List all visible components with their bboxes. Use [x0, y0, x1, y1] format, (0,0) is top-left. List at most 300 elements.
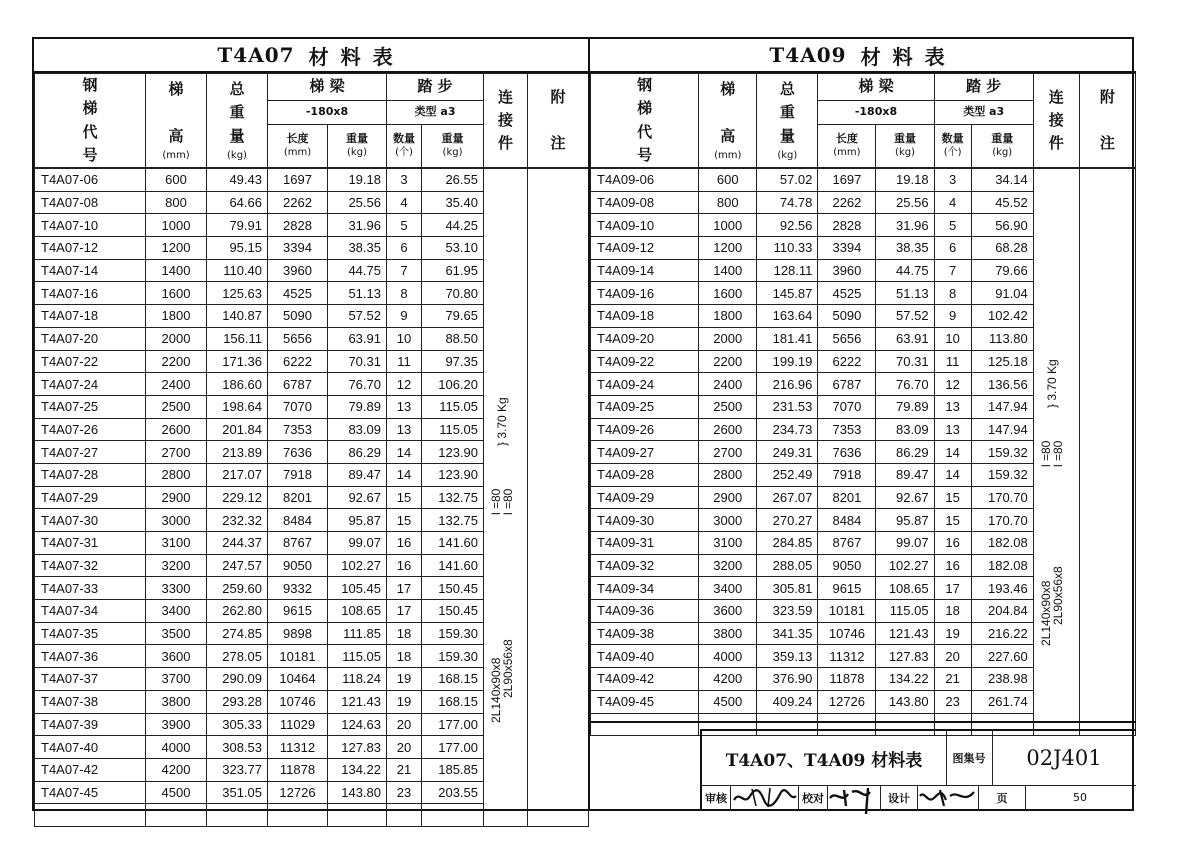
steel-code-cell: T4A07-26 — [35, 418, 146, 441]
header-step-spec: 类型 a3 — [934, 100, 1033, 125]
beam-length-cell: 7918 — [268, 463, 328, 486]
beam-length-cell: 10746 — [818, 622, 876, 645]
step-weight-cell: 125.18 — [971, 350, 1033, 373]
step-qty-cell — [387, 804, 422, 827]
header-beam: 梯 梁 — [818, 74, 934, 101]
step-qty-cell: 13 — [934, 395, 971, 418]
steel-code-cell: T4A07-30 — [35, 509, 146, 532]
beam-weight-cell: 79.89 — [328, 395, 387, 418]
step-weight-cell: 204.84 — [971, 600, 1033, 623]
step-qty-cell: 7 — [387, 259, 422, 282]
beam-length-cell: 8767 — [818, 532, 876, 555]
beam-length-cell: 9615 — [268, 600, 328, 623]
beam-length-cell: 11312 — [818, 645, 876, 668]
signature-row — [702, 785, 1136, 809]
beam-weight-cell: 134.22 — [328, 758, 387, 781]
steel-code-cell: T4A07-40 — [35, 736, 146, 759]
total-weight-cell: 290.09 — [207, 668, 268, 691]
height-cell: 1400 — [146, 259, 207, 282]
beam-length-cell: 4525 — [818, 282, 876, 305]
height-cell — [146, 804, 207, 827]
height-cell: 3000 — [146, 509, 207, 532]
step-weight-cell: 177.00 — [422, 713, 484, 736]
header-beam: 梯 梁 — [268, 74, 387, 101]
height-cell: 3600 — [146, 645, 207, 668]
header-step-spec: 类型 a3 — [387, 100, 484, 125]
step-qty-cell: 3 — [934, 169, 971, 192]
step-weight-cell: 132.75 — [422, 486, 484, 509]
height-cell: 800 — [699, 191, 757, 214]
total-weight-cell: 409.24 — [757, 690, 818, 713]
steel-code-cell: T4A07-37 — [35, 668, 146, 691]
step-qty-cell: 21 — [934, 668, 971, 691]
step-weight-cell: 159.30 — [422, 645, 484, 668]
height-cell: 2200 — [146, 350, 207, 373]
beam-weight-cell: 99.07 — [328, 532, 387, 555]
height-cell: 3300 — [146, 577, 207, 600]
total-weight-cell: 284.85 — [757, 532, 818, 555]
beam-weight-cell: 124.63 — [328, 713, 387, 736]
beam-weight-cell: 102.27 — [876, 554, 934, 577]
beam-weight-cell: 44.75 — [328, 259, 387, 282]
left-title-zh: 材料表 — [308, 44, 405, 69]
beam-length-cell: 7636 — [268, 441, 328, 464]
table-row — [591, 169, 1136, 192]
step-weight-cell: 115.05 — [422, 418, 484, 441]
height-cell: 3400 — [146, 600, 207, 623]
total-weight-cell: 305.81 — [757, 577, 818, 600]
height-cell: 2600 — [146, 418, 207, 441]
height-cell: 1600 — [146, 282, 207, 305]
check-label: 校对 — [798, 786, 828, 809]
steel-code-cell: T4A09-12 — [591, 237, 699, 260]
beam-weight-cell: 63.91 — [328, 327, 387, 350]
beam-weight-cell: 115.05 — [328, 645, 387, 668]
beam-length-cell: 3394 — [818, 237, 876, 260]
header-beam-weight: 重量 (kg) — [328, 125, 387, 168]
header-beam-spec: -180x8 — [818, 100, 934, 125]
step-weight-cell: 91.04 — [971, 282, 1033, 305]
steel-code-cell: T4A09-20 — [591, 327, 699, 350]
beam-weight-cell: 19.18 — [328, 169, 387, 192]
steel-code-cell: T4A09-14 — [591, 259, 699, 282]
right-table-body — [590, 168, 1136, 736]
connector-cell — [484, 169, 528, 827]
step-weight-cell: 216.22 — [971, 622, 1033, 645]
total-weight-cell: 341.35 — [757, 622, 818, 645]
beam-weight-cell: 102.27 — [328, 554, 387, 577]
total-weight-cell: 201.84 — [207, 418, 268, 441]
beam-length-cell: 4525 — [268, 282, 328, 305]
total-weight-cell: 293.28 — [207, 690, 268, 713]
beam-weight-cell: 121.43 — [876, 622, 934, 645]
header-stair-height: 梯 高 (mm) — [699, 74, 757, 168]
step-weight-cell: 79.65 — [422, 305, 484, 328]
drawing-sheet — [32, 37, 1134, 811]
height-cell: 4500 — [699, 690, 757, 713]
beam-weight-cell: 89.47 — [876, 463, 934, 486]
step-qty-cell: 5 — [934, 214, 971, 237]
header-connector: 连 接 件 — [484, 74, 528, 168]
height-cell: 3600 — [699, 600, 757, 623]
steel-code-cell: T4A07-28 — [35, 463, 146, 486]
steel-code-cell: T4A07-42 — [35, 758, 146, 781]
steel-code-cell: T4A07-14 — [35, 259, 146, 282]
beam-length-cell: 6222 — [268, 350, 328, 373]
step-weight-cell: 182.08 — [971, 532, 1033, 555]
total-weight-cell: 79.91 — [207, 214, 268, 237]
steel-code-cell: T4A07-34 — [35, 600, 146, 623]
step-qty-cell: 10 — [387, 327, 422, 350]
beam-weight-cell: 92.67 — [876, 486, 934, 509]
height-cell: 2800 — [146, 463, 207, 486]
beam-weight-cell: 105.45 — [328, 577, 387, 600]
step-weight-cell: 177.00 — [422, 736, 484, 759]
header-steel-code — [35, 74, 146, 168]
beam-weight-cell: 57.52 — [876, 305, 934, 328]
header-beam-length: 长度 (mm) — [268, 125, 328, 168]
header-step: 踏 步 — [387, 74, 484, 101]
beam-weight-cell: 115.05 — [876, 600, 934, 623]
total-weight-cell: 145.87 — [757, 282, 818, 305]
steel-code-cell: T4A07-08 — [35, 191, 146, 214]
beam-weight-cell: 25.56 — [876, 191, 934, 214]
beam-weight-cell: 76.70 — [876, 373, 934, 396]
left-table-body — [34, 168, 589, 827]
height-cell: 600 — [146, 169, 207, 192]
height-cell: 3200 — [699, 554, 757, 577]
step-qty-cell: 9 — [934, 305, 971, 328]
total-weight-cell: 244.37 — [207, 532, 268, 555]
height-cell: 2400 — [146, 373, 207, 396]
total-weight-cell: 249.31 — [757, 441, 818, 464]
beam-weight-cell — [328, 804, 387, 827]
connector-length-1: l =80 — [1038, 441, 1053, 468]
step-weight-cell: 170.70 — [971, 486, 1033, 509]
total-weight-cell: 231.53 — [757, 395, 818, 418]
total-weight-cell: 278.05 — [207, 645, 268, 668]
total-weight-cell: 186.60 — [207, 373, 268, 396]
total-weight-cell: 229.12 — [207, 486, 268, 509]
total-weight-cell: 92.56 — [757, 214, 818, 237]
total-weight-cell: 234.73 — [757, 418, 818, 441]
total-weight-cell: 323.77 — [207, 758, 268, 781]
beam-weight-cell: 127.83 — [876, 645, 934, 668]
step-weight-cell: 53.10 — [422, 237, 484, 260]
height-cell: 2000 — [699, 327, 757, 350]
height-cell: 4200 — [699, 668, 757, 691]
header-beam-weight: 重量 (kg) — [876, 125, 934, 168]
height-cell: 3000 — [699, 509, 757, 532]
step-qty-cell: 8 — [934, 282, 971, 305]
beam-weight-cell: 134.22 — [876, 668, 934, 691]
step-weight-cell: 26.55 — [422, 169, 484, 192]
height-cell: 3500 — [146, 622, 207, 645]
step-weight-cell: 113.80 — [971, 327, 1033, 350]
step-qty-cell: 15 — [934, 509, 971, 532]
height-cell: 3100 — [146, 532, 207, 555]
right-title-code: T4A09 — [769, 43, 847, 67]
step-weight-cell: 106.20 — [422, 373, 484, 396]
beam-length-cell: 10746 — [268, 690, 328, 713]
steel-code-cell: T4A07-27 — [35, 441, 146, 464]
connector-weight: } 3.70 Kg — [1044, 358, 1059, 408]
step-qty-cell: 19 — [387, 690, 422, 713]
steel-code-cell: T4A09-06 — [591, 169, 699, 192]
step-qty-cell: 14 — [934, 441, 971, 464]
connector-cell — [1033, 169, 1079, 736]
height-cell: 2500 — [699, 395, 757, 418]
step-weight-cell: 185.85 — [422, 758, 484, 781]
step-weight-cell: 147.94 — [971, 418, 1033, 441]
step-weight-cell: 168.15 — [422, 668, 484, 691]
beam-length-cell: 2828 — [818, 214, 876, 237]
height-cell: 2900 — [146, 486, 207, 509]
step-qty-cell: 16 — [934, 532, 971, 555]
step-weight-cell: 35.40 — [422, 191, 484, 214]
total-weight-cell: 359.13 — [757, 645, 818, 668]
steel-code-cell: T4A07-33 — [35, 577, 146, 600]
beam-weight-cell: 108.65 — [876, 577, 934, 600]
connector-length-2: l =80 — [501, 488, 515, 516]
steel-code-cell: T4A09-34 — [591, 577, 699, 600]
beam-length-cell: 8201 — [268, 486, 328, 509]
total-weight-cell: 64.66 — [207, 191, 268, 214]
beam-weight-cell: 83.09 — [876, 418, 934, 441]
total-weight-cell: 267.07 — [757, 486, 818, 509]
beam-weight-cell: 111.85 — [328, 622, 387, 645]
beam-length-cell: 8767 — [268, 532, 328, 555]
beam-weight-cell: 19.18 — [876, 169, 934, 192]
total-weight-cell: 110.33 — [757, 237, 818, 260]
step-weight-cell: 44.25 — [422, 214, 484, 237]
step-weight-cell: 115.05 — [422, 395, 484, 418]
title-block — [590, 721, 1136, 809]
steel-code-cell: T4A07-06 — [35, 169, 146, 192]
beam-length-cell: 8484 — [818, 509, 876, 532]
total-weight-cell: 156.11 — [207, 327, 268, 350]
atlas-number: 02J401 — [1026, 746, 1102, 770]
header-beam-length: 长度 (mm) — [818, 125, 876, 168]
beam-weight-cell: 95.87 — [876, 509, 934, 532]
steel-code-cell: T4A09-31 — [591, 532, 699, 555]
step-qty-cell: 13 — [387, 418, 422, 441]
design-label: 设计 — [880, 786, 918, 809]
total-weight-cell: 163.64 — [757, 305, 818, 328]
beam-length-cell: 11029 — [268, 713, 328, 736]
beam-length-cell: 3394 — [268, 237, 328, 260]
beam-length-cell: 2262 — [268, 191, 328, 214]
total-weight-cell: 110.40 — [207, 259, 268, 282]
step-qty-cell: 11 — [934, 350, 971, 373]
beam-length-cell: 1697 — [818, 169, 876, 192]
page-label: 页 — [978, 786, 1026, 809]
design-signature-mark — [916, 786, 978, 810]
header-step-qty: 数量 (个) — [934, 125, 971, 168]
beam-weight-cell: 92.67 — [328, 486, 387, 509]
step-qty-cell: 15 — [387, 509, 422, 532]
step-weight-cell: 182.08 — [971, 554, 1033, 577]
beam-length-cell: 7918 — [818, 463, 876, 486]
beam-length-cell: 9050 — [818, 554, 876, 577]
step-qty-cell: 17 — [387, 577, 422, 600]
connector-length-1: l =80 — [489, 488, 503, 516]
beam-length-cell: 1697 — [268, 169, 328, 192]
review-label: 审核 — [702, 786, 731, 809]
beam-length-cell: 5656 — [268, 327, 328, 350]
total-weight-cell: 232.32 — [207, 509, 268, 532]
height-cell: 2200 — [699, 350, 757, 373]
step-qty-cell: 7 — [934, 259, 971, 282]
right-table-title — [590, 39, 1136, 73]
total-weight-cell: 288.05 — [757, 554, 818, 577]
height-cell: 1200 — [699, 237, 757, 260]
right-table-header — [590, 73, 1136, 168]
beam-weight-cell: 118.24 — [328, 668, 387, 691]
steel-code-cell: T4A07-10 — [35, 214, 146, 237]
step-weight-cell: 56.90 — [971, 214, 1033, 237]
steel-code-cell: T4A07-24 — [35, 373, 146, 396]
beam-weight-cell: 86.29 — [876, 441, 934, 464]
steel-code-cell: T4A09-24 — [591, 373, 699, 396]
total-weight-cell: 308.53 — [207, 736, 268, 759]
beam-length-cell: 10181 — [818, 600, 876, 623]
step-weight-cell: 45.52 — [971, 191, 1033, 214]
steel-code-cell: T4A09-16 — [591, 282, 699, 305]
steel-code-cell: T4A09-42 — [591, 668, 699, 691]
height-cell: 1000 — [146, 214, 207, 237]
beam-weight-cell: 31.96 — [876, 214, 934, 237]
beam-weight-cell: 143.80 — [876, 690, 934, 713]
height-cell: 3800 — [699, 622, 757, 645]
drawing-title: T4A07、T4A09 材料表 — [702, 731, 947, 785]
step-qty-cell: 20 — [387, 736, 422, 759]
step-qty-cell: 16 — [387, 532, 422, 555]
step-weight-cell: 150.45 — [422, 577, 484, 600]
beam-length-cell: 5090 — [818, 305, 876, 328]
total-weight-cell: 49.43 — [207, 169, 268, 192]
total-weight-cell: 351.05 — [207, 781, 268, 804]
beam-length-cell: 6787 — [268, 373, 328, 396]
beam-length-cell: 2262 — [818, 191, 876, 214]
height-cell: 2800 — [699, 463, 757, 486]
beam-length-cell: 11312 — [268, 736, 328, 759]
step-weight-cell: 141.60 — [422, 532, 484, 555]
beam-weight-cell: 89.47 — [328, 463, 387, 486]
total-weight-cell: 262.80 — [207, 600, 268, 623]
steel-code-cell — [35, 804, 146, 827]
height-cell: 3100 — [699, 532, 757, 555]
steel-code-cell: T4A07-25 — [35, 395, 146, 418]
beam-length-cell: 11878 — [818, 668, 876, 691]
step-weight-cell: 123.90 — [422, 463, 484, 486]
height-cell: 600 — [699, 169, 757, 192]
height-cell: 1000 — [699, 214, 757, 237]
step-weight-cell: 159.32 — [971, 441, 1033, 464]
beam-length-cell: 10181 — [268, 645, 328, 668]
step-weight-cell: 136.56 — [971, 373, 1033, 396]
beam-weight-cell: 108.65 — [328, 600, 387, 623]
left-table-title — [34, 39, 588, 73]
beam-length-cell: 2828 — [268, 214, 328, 237]
header-note: 附 注 — [528, 74, 589, 168]
total-weight-cell: 247.57 — [207, 554, 268, 577]
height-cell: 1800 — [699, 305, 757, 328]
steel-code-cell: T4A07-29 — [35, 486, 146, 509]
beam-length-cell: 9898 — [268, 622, 328, 645]
height-cell: 2900 — [699, 486, 757, 509]
step-qty-cell: 18 — [387, 645, 422, 668]
beam-length-cell: 7353 — [818, 418, 876, 441]
step-weight-cell: 102.42 — [971, 305, 1033, 328]
steel-code-cell: T4A07-18 — [35, 305, 146, 328]
connector-length-2: l =80 — [1050, 441, 1065, 468]
height-cell: 1600 — [699, 282, 757, 305]
step-qty-cell: 4 — [934, 191, 971, 214]
step-weight-cell: 70.80 — [422, 282, 484, 305]
total-weight-cell: 216.96 — [757, 373, 818, 396]
step-weight-cell: 68.28 — [971, 237, 1033, 260]
beam-weight-cell: 76.70 — [328, 373, 387, 396]
right-panel — [588, 39, 1136, 809]
beam-weight-cell: 51.13 — [876, 282, 934, 305]
beam-weight-cell: 57.52 — [328, 305, 387, 328]
beam-length-cell: 12726 — [268, 781, 328, 804]
beam-length-cell: 8201 — [818, 486, 876, 509]
height-cell: 4000 — [699, 645, 757, 668]
height-cell: 1200 — [146, 237, 207, 260]
beam-length-cell: 10464 — [268, 668, 328, 691]
design-signature — [916, 786, 978, 809]
total-weight-cell: 217.07 — [207, 463, 268, 486]
beam-length-cell: 3960 — [818, 259, 876, 282]
step-qty-cell: 4 — [387, 191, 422, 214]
steel-code-cell: T4A07-38 — [35, 690, 146, 713]
beam-length-cell: 3960 — [268, 259, 328, 282]
steel-code-cell: T4A09-28 — [591, 463, 699, 486]
step-weight-cell: 97.35 — [422, 350, 484, 373]
total-weight-cell: 199.19 — [757, 350, 818, 373]
step-qty-cell: 23 — [934, 690, 971, 713]
total-weight-cell: 74.78 — [757, 191, 818, 214]
step-weight-cell: 141.60 — [422, 554, 484, 577]
review-signature — [730, 786, 798, 809]
beam-weight-cell: 86.29 — [328, 441, 387, 464]
beam-weight-cell: 95.87 — [328, 509, 387, 532]
beam-weight-cell: 83.09 — [328, 418, 387, 441]
step-weight-cell: 88.50 — [422, 327, 484, 350]
height-cell: 1400 — [699, 259, 757, 282]
beam-weight-cell: 44.75 — [876, 259, 934, 282]
beam-weight-cell: 99.07 — [876, 532, 934, 555]
height-cell: 2700 — [146, 441, 207, 464]
step-qty-cell: 15 — [934, 486, 971, 509]
step-qty-cell: 10 — [934, 327, 971, 350]
check-signature — [826, 786, 880, 809]
step-qty-cell: 13 — [387, 395, 422, 418]
steel-code-cell: T4A07-16 — [35, 282, 146, 305]
total-weight-cell: 95.15 — [207, 237, 268, 260]
note-cell — [1079, 169, 1135, 736]
beam-length-cell: 9332 — [268, 577, 328, 600]
beam-length-cell: 9615 — [818, 577, 876, 600]
beam-length-cell: 7636 — [818, 441, 876, 464]
total-weight-cell: 198.64 — [207, 395, 268, 418]
beam-weight-cell: 63.91 — [876, 327, 934, 350]
height-cell: 4000 — [146, 736, 207, 759]
step-weight-cell: 238.98 — [971, 668, 1033, 691]
steel-code-cell: T4A07-45 — [35, 781, 146, 804]
